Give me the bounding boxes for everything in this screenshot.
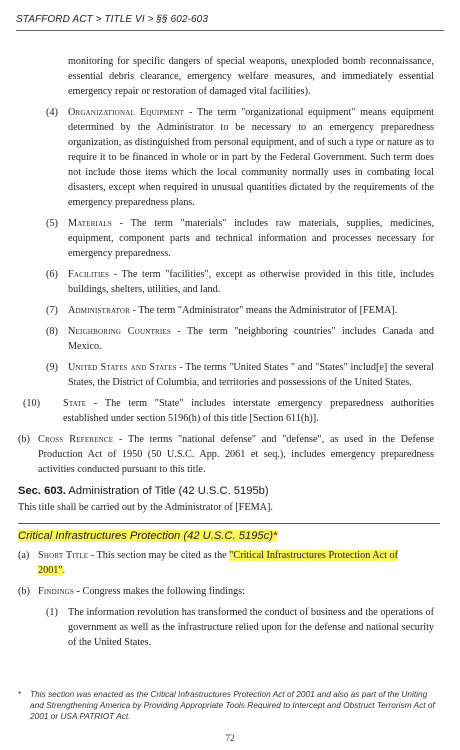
- item-number: (6): [46, 269, 58, 280]
- item-number: (a): [18, 550, 30, 561]
- footnote-marker: *: [18, 689, 22, 699]
- short-title-item: [18, 548, 434, 578]
- term: Facilities: [68, 269, 110, 280]
- period: .: [62, 565, 66, 576]
- item-number: (1): [46, 607, 58, 618]
- page-body: [0, 54, 460, 656]
- cross-reference-text: - The terms "national defense" and "defense", as used in the Defense Production Act of 1950 (50 U.S.C. App. 2061 et seq.), includes emergency preparedness activities conducted pursuant to this title.: [38, 434, 434, 475]
- term: Cross Reference: [38, 434, 114, 445]
- item-number: (b): [18, 434, 30, 445]
- findings-item: [18, 584, 434, 599]
- definition-text: - The term "organizational equipment" means equipment determined by the Administrator to be necessary to an emergency preparedness organization, as distinguished from personal equipment, and of such a type or nature as to require it to be financed in whole or in part by the Federal Government. Such term does not include those items which the local community normally uses in combating local disasters, except when required in unusual quantities dictated by the requirements of the emergency preparedness plans.: [68, 107, 434, 208]
- definition-text: - The term "facilities", except as otherwise provided in this title, includes buildings, shelters, utilities, and land.: [68, 269, 434, 295]
- findings-text: - Congress makes the following findings:: [74, 586, 245, 597]
- term: Organizational Equipment: [68, 107, 185, 118]
- finding-1-text: The information revolution has transformed the conduct of business and the operations of government as well as the infrastructure relied upon for the defense and national security of the United States.: [68, 607, 434, 648]
- section-5195c-heading: [18, 530, 434, 542]
- item-number: (8): [46, 326, 58, 337]
- short-title-text: - This section may be cited as the: [88, 550, 230, 561]
- term: Short Title: [38, 550, 89, 561]
- highlighted-section-title: Critical Infrastructures Protection (42 U.S.C. 5195c)*: [18, 530, 278, 542]
- term: Materials: [68, 218, 112, 229]
- section-603-text: This title shall be carried out by the Administrator of [FEMA].: [18, 502, 273, 513]
- item-number: (5): [46, 218, 58, 229]
- footnote-text: This section was enacted as the Critical Infrastructures Protection Act of 2001 and also as part of the Uniting and Strengthening America by Providing Appropriate Tools Required to Intercept and Obstruct Terrorism Act of 2001 or USA PATRIOT Act.: [30, 689, 435, 721]
- section-603-heading: [18, 485, 434, 497]
- term: United States and States: [68, 362, 177, 373]
- continuation-paragraph: monitoring for specific dangers of special weapons, unexploded bomb reconnaissance, essential debris clearance, emergency welfare measures, and immediately essential emergency repair or restoration of damaged vital facilities).: [68, 56, 434, 97]
- definition-8: [46, 324, 434, 354]
- definition-text: - The terms "United States " and "States" includ[e] the several States, the District of Columbia, and territories and possessions of the United States.: [68, 362, 434, 388]
- finding-1: [46, 605, 434, 650]
- item-number: (9): [46, 362, 58, 373]
- highlighted-act-name: "Critical Infrastructures Protection Act of: [229, 550, 399, 561]
- section-divider: [18, 523, 440, 524]
- definition-4: [46, 105, 434, 210]
- item-number: (b): [18, 586, 30, 597]
- item-number: (7): [46, 305, 58, 316]
- term: State: [63, 398, 87, 409]
- footnote: [18, 689, 440, 722]
- cross-reference: [18, 432, 434, 477]
- definition-10: [23, 396, 434, 426]
- definition-text: - The term "neighboring countries" includes Canada and Mexico.: [68, 326, 434, 352]
- section-label: Sec. 603.: [18, 485, 66, 497]
- definition-text: - The term "State" includes interstate emergency preparedness authorities established under section 5196(h) of this title [Section 611(h)].: [63, 398, 434, 424]
- item-number: (10): [23, 398, 40, 409]
- definition-text: - The term "Administrator" means the Administrator of [FEMA].: [129, 305, 398, 316]
- definition-9: [46, 360, 434, 390]
- term: Findings: [38, 586, 75, 597]
- running-head: STAFFORD ACT > TITLE VI > §§ 602-603: [16, 14, 208, 25]
- term: Administrator: [68, 305, 130, 316]
- page-number: 72: [225, 734, 235, 744]
- highlighted-act-year: 2001": [38, 565, 63, 576]
- definition-6: [46, 267, 434, 297]
- item-number: (4): [46, 107, 58, 118]
- section-title: Administration of Title (42 U.S.C. 5195b): [65, 485, 269, 497]
- term: Neighboring Countries: [68, 326, 171, 337]
- header-rule: [16, 30, 444, 31]
- definition-5: [46, 216, 434, 261]
- definition-text: - The term "materials" includes raw materials, supplies, medicines, equipment, component parts and technical information and processes necessary for emergency preparedness.: [68, 218, 434, 259]
- definition-7: [46, 303, 434, 318]
